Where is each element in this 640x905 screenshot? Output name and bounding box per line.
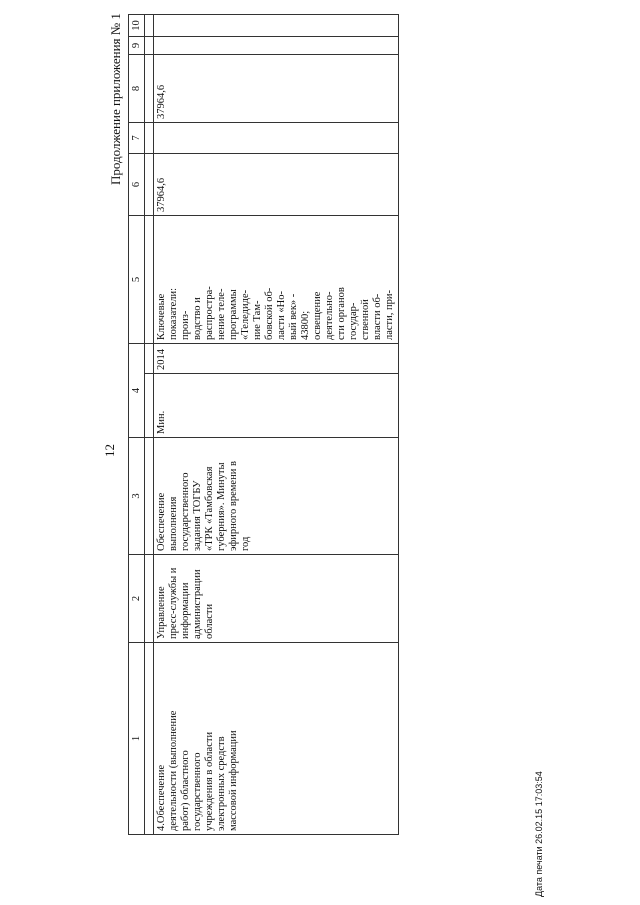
column-number: 8 xyxy=(129,55,145,123)
column-number-row xyxy=(129,15,145,835)
column-number: 6 xyxy=(129,154,145,216)
column-number: 1 xyxy=(129,643,145,835)
unit-cell: Мин. xyxy=(154,374,399,438)
appendix-note: Продолжение приложения № 1 xyxy=(108,13,123,185)
year-cell: 2014 xyxy=(154,344,399,374)
column-number: 3 xyxy=(129,438,145,555)
task-cell: Обеспечение выполнения государственного задания ТОГБУ «ТРК «Тамбовская губерния». Минуты эфирного времени в год xyxy=(154,438,399,555)
appendix-table xyxy=(128,14,399,835)
amount-cell: 37964,6 xyxy=(154,154,399,216)
activity-cell: 4.Обеспечение деятельности (выполнение работ) областного государственного учреждения в области электронных средств массовой информации xyxy=(154,643,399,835)
column-number: 5 xyxy=(129,216,145,344)
column-number: 10 xyxy=(129,15,145,37)
column-number: 7 xyxy=(129,123,145,154)
indicators-cell: Ключевые показатели: произ- водство и распростра- нение теле- программы «Теледиде- ние Там- бовской об- ласти «Но- вый век» - 43800; освещение деятельно- сти органов государ- ственной власти об- ласти, при- xyxy=(154,216,399,344)
column-number: 4 xyxy=(129,344,145,438)
executor-cell: Управление пресс-службы и информации администрации области xyxy=(154,555,399,643)
column-number: 9 xyxy=(129,37,145,55)
print-date: Дата печати 26.02.15 17:03:54 xyxy=(534,771,544,897)
col10-cell xyxy=(154,15,399,37)
col9-cell xyxy=(154,37,399,55)
page-number: 12 xyxy=(102,444,117,457)
column-number: 2 xyxy=(129,555,145,643)
table-row xyxy=(154,15,399,835)
spacer-row xyxy=(145,15,154,835)
col7-cell xyxy=(154,123,399,154)
amount-cell: 37964,6 xyxy=(154,55,399,123)
